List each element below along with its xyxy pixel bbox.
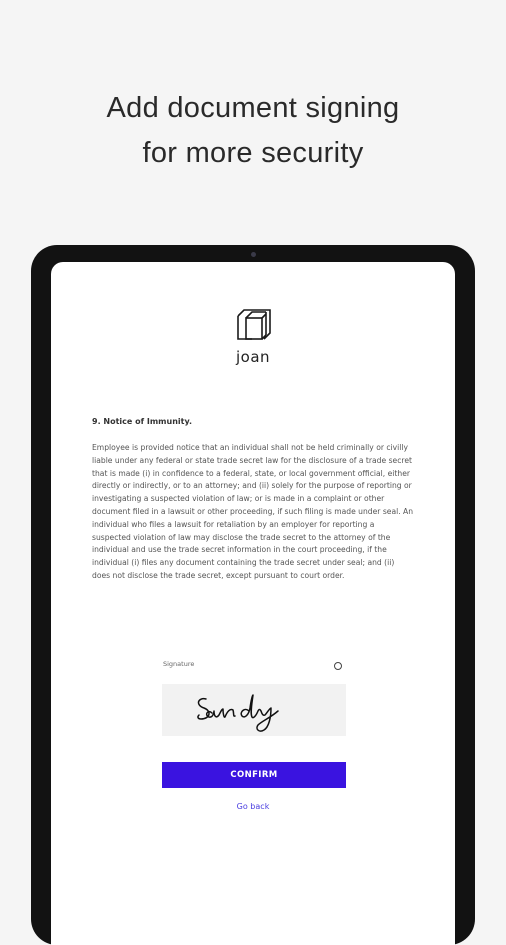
camera-dot <box>251 252 256 257</box>
tablet-screen <box>51 262 455 945</box>
promo-headline <box>0 86 506 176</box>
go-back-link[interactable]: Go back <box>236 802 270 811</box>
joan-logo-icon <box>232 306 276 346</box>
signature-label: Signature <box>163 660 195 668</box>
tablet-device <box>31 245 475 945</box>
circle-reset-icon[interactable] <box>334 662 342 670</box>
handwritten-signature <box>192 687 312 735</box>
document-body: Employee is provided notice that an individual shall not be held criminally or civilly liable under any federal or state trade secret law for the disclosure of a trade secret that is made (i) in confidence to a federal, state, or local government official, either directly or indirectly, or to an attorney; and (ii) solely for the purpose of reporting or investigating a suspected violation of law; or is made in a complaint or other document filed in a lawsuit or other proceeding, if such filing is made under seal. An individual who files a lawsuit for retaliation by an employer for reporting a suspected violation of law may disclose the trade secret to the attorney of the individual and use the trade secret information in the court proceeding, if the individual (i) files any document containing the trade secret under seal; and (ii) does not disclose the trade secret, except pursuant to court order. <box>92 443 414 580</box>
signature-pad[interactable] <box>162 684 346 736</box>
brand-name: joan <box>235 348 271 366</box>
section-title: 9. Notice of Immunity. <box>92 417 192 426</box>
headline-line-2: for more security <box>142 137 364 169</box>
confirm-button[interactable]: CONFIRM <box>162 762 346 788</box>
headline-line-1: Add document signing <box>106 92 400 124</box>
